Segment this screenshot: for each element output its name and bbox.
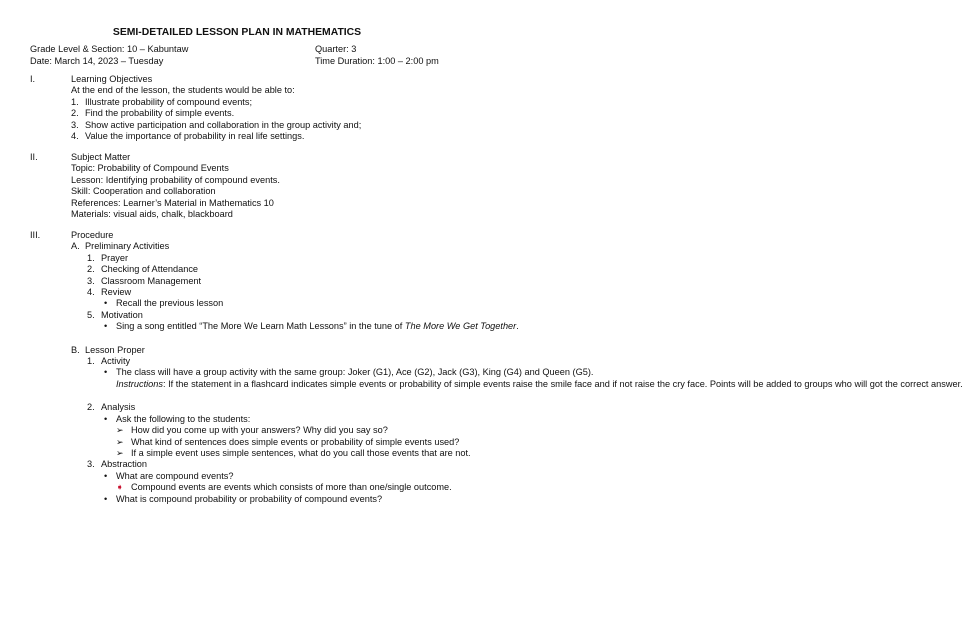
- section-1-number: I.: [30, 74, 36, 84]
- objective-item: 4. Value the importance of probability in real life settings.: [71, 131, 305, 142]
- activity-item: 1. Activity • The class will have a group activity with the same group: Joker (G1), Ace (G2), Jack (G3), King (G4) and Queen (G5). Instructions: If the statement in a flashcard indicates simple events or probability of simple events raise the smile face and if not raise the cry face. Points will be added to groups who will got the correct answer.: [87, 356, 963, 389]
- subject-materials: Materials: visual aids, chalk, blackboard: [71, 209, 233, 220]
- lesson-proper: B. Lesson Proper 1. Activity • The class will have a group activity with the same group: Joker (G1), Ace (G2), Jack (G3), King (G4) and Queen (G5). Instructions: If the statement in a flashcard indicates simple events or probability of simple events raise the smile face and if not raise the cry face. Points will be added to groups who will got the correct answer. 2. Analysis • Ask the following to the students: ➢ How did you come up with your answers? Why did you say so? ➢ What kind of sentences does simple events or probability of simple events used? ➢ If a simple event uses simple sentences, what do you call those events that are not. 3. Abstraction • What are compound events? ➧ Compound events are events which consists of more than one/single outcome. • What is compound probability or probability of compound events?: [71, 344, 963, 504]
- motivation-bullets: [101, 321, 519, 332]
- section-3-number: III.: [30, 230, 41, 240]
- meta-row-1: [30, 44, 460, 55]
- abstraction-answers: [116, 482, 452, 493]
- prelim-item: 4. Review • Recall the previous lesson: [87, 287, 451, 310]
- review-bullet: • Recall the previous lesson: [104, 298, 224, 309]
- section-procedure: [71, 230, 963, 505]
- analysis-question: ➢ If a simple event uses simple sentences, what do you call those events that are not.: [116, 447, 471, 458]
- prelim-item: 2. Checking of Attendance: [87, 264, 199, 275]
- objectives-list: [71, 97, 451, 143]
- review-bullets: [101, 298, 451, 309]
- section-2-number: II.: [30, 152, 38, 162]
- subject-references: References: Learner’s Material in Mathematics 10: [71, 197, 274, 208]
- analysis-item: 2. Analysis • Ask the following to the students: ➢ How did you come up with your answers? Why did you say so? ➢ What kind of sentences does simple events or probability of simple events used? ➢ If a simple event uses simple sentences, what do you call those events that are not.: [87, 402, 471, 458]
- document-title: SEMI-DETAILED LESSON PLAN IN MATHEMATICS: [112, 27, 362, 38]
- subject-skill: Skill: Cooperation and collaboration: [71, 186, 216, 197]
- objective-item: 3. Show active participation and collaboration in the group activity and;: [71, 119, 362, 130]
- meta-row-2: [30, 56, 460, 67]
- lesson-proper-heading: Lesson Proper: [85, 344, 145, 355]
- abstraction-answer: ➧ Compound events are events which consists of more than one/single outcome.: [116, 482, 452, 493]
- section-subject-matter: [71, 152, 451, 220]
- activity-bullet: • The class will have a group activity with the same group: Joker (G1), Ace (G2), Jack (G3), King (G4) and Queen (G5). Instructions: If the statement in a flashcard indicates simple events or probability of simple events raise the smile face and if not raise the cry face. Points will be added to groups who will got the correct answer.: [104, 367, 963, 389]
- quarter: Quarter: 3: [315, 44, 357, 54]
- down-arrow-icon: ➧: [116, 482, 124, 493]
- motivation-bullet: • Sing a song entitled “The More We Learn Math Lessons” in the tune of The More We Get Together.: [104, 321, 519, 332]
- grade-section: Grade Level & Section: 10 – Kabuntaw: [30, 44, 189, 54]
- abstraction-bullet: • What is compound probability or probability of compound events?: [104, 493, 383, 504]
- objective-item: 1. Illustrate probability of compound events;: [71, 96, 252, 107]
- analysis-question: ➢ What kind of sentences does simple events or probability of simple events used?: [116, 436, 460, 447]
- analysis-question: ➢ How did you come up with your answers? Why did you say so?: [116, 425, 388, 436]
- prelim-item: 3. Classroom Management: [87, 275, 202, 286]
- arrow-icon: ➢: [116, 425, 124, 436]
- analysis-bullets: [101, 413, 471, 460]
- abstraction-item: 3. Abstraction • What are compound events? ➧ Compound events are events which consists of more than one/single outcome. • What is compound probability or probability of compound events?: [87, 459, 452, 504]
- subject-lesson: Lesson: Identifying probability of compound events.: [71, 174, 280, 185]
- section-learning-objectives: [71, 74, 451, 142]
- section-2-heading: Subject Matter: [71, 152, 131, 162]
- abstraction-bullet: • What are compound events? ➧ Compound events are events which consists of more than one/single outcome.: [104, 470, 452, 493]
- objective-item: 2. Find the probability of simple events.: [71, 108, 235, 119]
- section-1-heading: Learning Objectives: [71, 74, 153, 84]
- preliminary-list: [87, 252, 519, 333]
- analysis-bullet: • Ask the following to the students: ➢ How did you come up with your answers? Why did you say so? ➢ What kind of sentences does simple events or probability of simple events used? ➢ If a simple event uses simple sentences, what do you call those events that are not.: [104, 413, 471, 458]
- preliminary-heading: Preliminary Activities: [85, 241, 170, 252]
- prelim-item: 5. Motivation • Sing a song entitled “The More We Learn Math Lessons” in the tune of The More We Get Together.: [87, 309, 519, 332]
- time-duration: Time Duration: 1:00 – 2:00 pm: [315, 56, 439, 66]
- abstraction-bullets: [101, 470, 452, 505]
- date: Date: March 14, 2023 – Tuesday: [30, 56, 164, 66]
- section-3-heading: Procedure: [71, 230, 114, 240]
- preliminary-activities: A. Preliminary Activities 1. Prayer 2. Checking of Attendance 3. Classroom Management 4. Review • Recall the previous lesson 5. Motivation • Sing a song entitled “The More We Learn Math Lessons” in the tune of The More We Get Together.: [71, 241, 519, 332]
- arrow-icon: ➢: [116, 447, 124, 458]
- instructions-label: Instructions: [116, 378, 163, 389]
- objectives-intro: At the end of the lesson, the students would be able to:: [71, 85, 295, 96]
- subject-topic: Topic: Probability of Compound Events: [71, 163, 229, 174]
- prelim-item: 1. Prayer: [87, 252, 129, 263]
- arrow-icon: ➢: [116, 436, 124, 447]
